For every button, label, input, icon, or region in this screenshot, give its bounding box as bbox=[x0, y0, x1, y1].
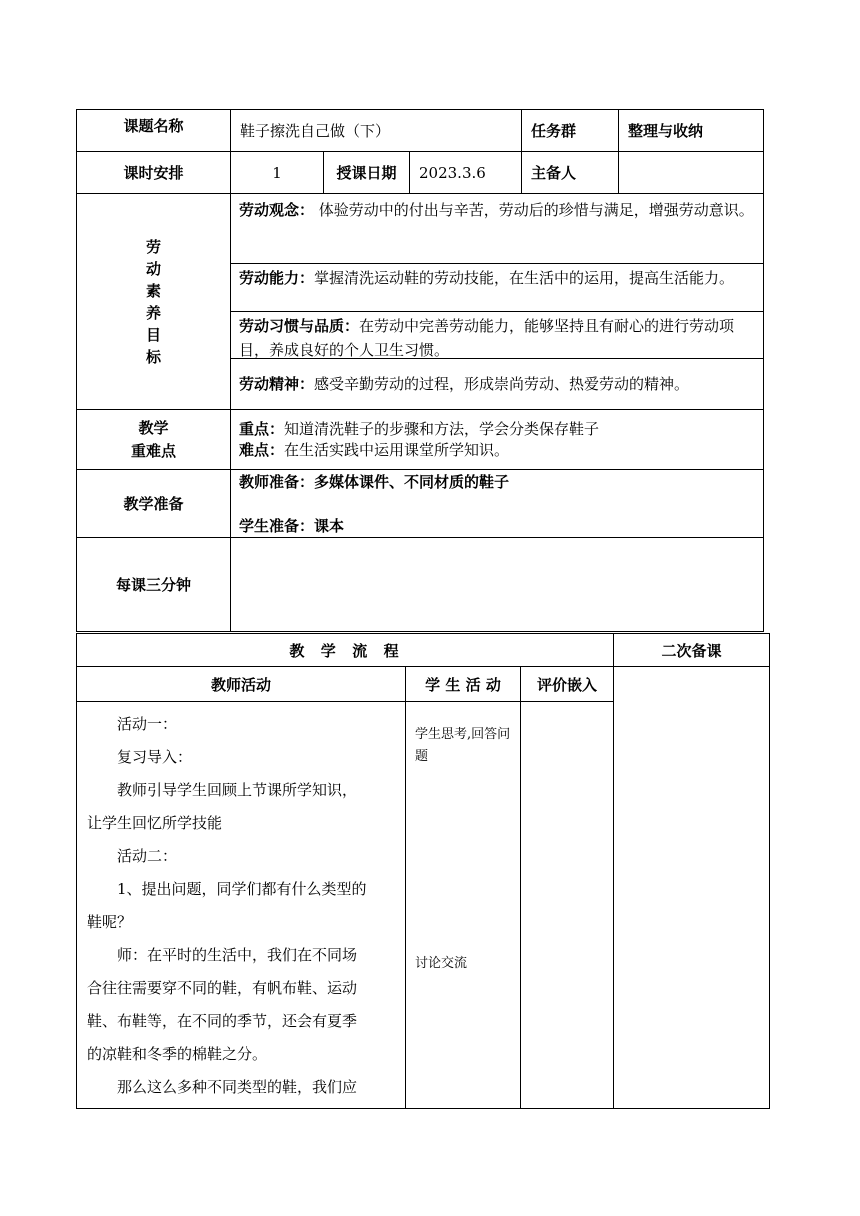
teacher-line: 教师引导学生回顾上节课所学知识， bbox=[117, 781, 358, 799]
objective-key: 劳动观念： bbox=[239, 201, 315, 219]
objective-key: 劳动精神： bbox=[239, 375, 315, 393]
difficulty-cell bbox=[231, 410, 764, 470]
objectives-label bbox=[77, 194, 231, 410]
student-activities bbox=[406, 702, 521, 1109]
objective-text: 在劳动中完善劳动能力，能够坚持且有耐心的进行劳动项目，养成良好的个人卫生习惯。 bbox=[239, 317, 735, 359]
objective-text: 感受辛勤劳动的过程，形成崇尚劳动、热爱劳动的精神。 bbox=[314, 375, 690, 393]
schedule-label: 课时安排 bbox=[77, 152, 231, 194]
objectives-label-char: 素 bbox=[145, 281, 161, 300]
preparer-label: 主备人 bbox=[522, 152, 619, 194]
date-value: 2023.3.6 bbox=[410, 152, 522, 194]
eval-cell bbox=[521, 702, 614, 1109]
date-label: 授课日期 bbox=[324, 152, 410, 194]
difficulty-label bbox=[77, 410, 231, 470]
hard-point-label: 难点： bbox=[239, 440, 285, 459]
objective-item bbox=[231, 312, 763, 359]
teacher-line: 复习导入： bbox=[117, 748, 193, 766]
teacher-line: 活动一： bbox=[117, 715, 178, 733]
objective-text: 掌握清洗运动鞋的劳动技能，在生活中的运用，提高生活能力。 bbox=[314, 269, 735, 287]
preparer-value bbox=[619, 152, 764, 194]
objective-item bbox=[231, 359, 763, 409]
eval-col-header: 评价嵌入 bbox=[521, 667, 614, 702]
objectives-label-char: 养 bbox=[145, 303, 161, 322]
teacher-line: 鞋呢？ bbox=[87, 913, 133, 931]
student-activity-text: 学生思考,回答问题 bbox=[415, 727, 511, 764]
topic-value: 鞋子擦洗自己做（下） bbox=[231, 110, 522, 152]
three-min-value bbox=[231, 538, 764, 632]
teacher-line: 那么这么多种不同类型的鞋，我们应 bbox=[117, 1078, 358, 1096]
teacher-line: 师：在平时的生活中，我们在不同场 bbox=[117, 946, 358, 964]
lesson-info-table bbox=[76, 109, 764, 632]
taskgroup-value: 整理与收纳 bbox=[619, 110, 764, 152]
hard-point-text: 在生活实践中运用课堂所学知识。 bbox=[284, 440, 510, 459]
student-col-header: 学 生 活 动 bbox=[406, 667, 521, 702]
second-prep-label: 二次备课 bbox=[614, 634, 770, 667]
teacher-activities bbox=[77, 702, 406, 1109]
prep-label: 教学准备 bbox=[77, 470, 231, 538]
taskgroup-label: 任务群 bbox=[522, 110, 619, 152]
student-prep: 学生准备：课本 bbox=[239, 517, 345, 535]
objective-text: 体验劳动中的付出与辛苦，劳动后的珍惜与满足，增强劳动意识。 bbox=[314, 201, 754, 219]
prep-cell bbox=[231, 470, 764, 538]
teacher-line: 让学生回忆所学技能 bbox=[87, 814, 223, 832]
teacher-prep: 教师准备：多媒体课件、不同材质的鞋子 bbox=[239, 473, 510, 491]
teacher-line: 的凉鞋和冬季的棉鞋之分。 bbox=[87, 1045, 268, 1063]
teacher-line: 活动二： bbox=[117, 847, 178, 865]
student-activity-text: 讨论交流 bbox=[415, 956, 468, 971]
flow-title bbox=[77, 634, 614, 667]
key-point-label: 重点： bbox=[239, 419, 285, 438]
second-prep-cell bbox=[614, 667, 770, 1109]
difficulty-label-line: 教学 bbox=[138, 418, 169, 437]
schedule-value: 1 bbox=[231, 152, 324, 194]
objective-key: 劳动能力： bbox=[239, 269, 315, 287]
objective-item bbox=[231, 194, 763, 264]
objectives-list bbox=[231, 194, 763, 409]
objective-item bbox=[231, 264, 763, 312]
flow-title-text: 教 学 流 程 bbox=[289, 641, 401, 660]
objectives-label-char: 目 bbox=[145, 325, 161, 344]
objectives-label-char: 动 bbox=[145, 259, 161, 278]
teaching-flow-table bbox=[76, 633, 770, 1109]
teacher-line: 合往往需要穿不同的鞋，有帆布鞋、运动 bbox=[87, 979, 358, 997]
objective-key: 劳动习惯与品质： bbox=[239, 317, 360, 335]
objectives-label-char: 劳 bbox=[145, 237, 161, 256]
objectives-cell bbox=[231, 194, 764, 410]
hard-point bbox=[239, 440, 763, 461]
teacher-col-header: 教师活动 bbox=[77, 667, 406, 702]
objectives-label-char: 标 bbox=[145, 347, 161, 366]
key-point-text: 知道清洗鞋子的步骤和方法，学会分类保存鞋子 bbox=[284, 419, 600, 438]
key-point bbox=[239, 419, 763, 440]
teacher-line: 1、提出问题，同学们都有什么类型的 bbox=[117, 880, 367, 898]
topic-label: 课题名称 bbox=[77, 110, 231, 152]
difficulty-label-line: 重难点 bbox=[130, 441, 176, 460]
teacher-line: 鞋、布鞋等，在不同的季节，还会有夏季 bbox=[87, 1012, 358, 1030]
three-min-label: 每课三分钟 bbox=[77, 538, 231, 632]
